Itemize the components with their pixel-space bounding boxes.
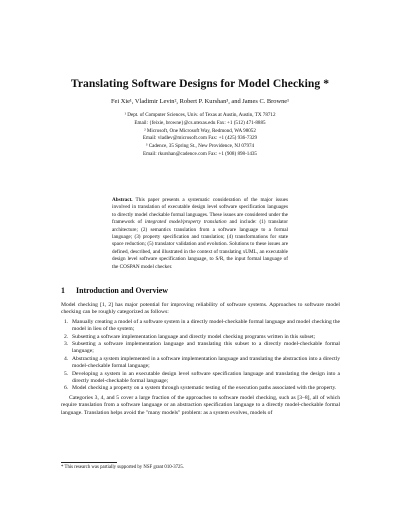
intro-paragraph: Model checking [1, 2] has major potential for improving reliability of software systems. Approaches to software model checking can be roughly categorized as follows: [61,302,340,316]
list-item [61,385,340,392]
list-item [61,334,340,341]
list-item-text: Manually creating a model of a software system in a directly model-checkable formal language and model checking the model in lieu of the system; [72,318,340,333]
approach-list [61,319,340,393]
footnote-rule [61,462,117,463]
list-item [61,371,340,386]
abstract-emphasis: integrated model/property translation [144,219,227,226]
list-number: 4. [64,355,69,362]
list-number: 5. [64,370,69,377]
list-item-text: Subsetting a software implementation language and directly model checking programs written in this subset; [72,333,316,340]
section-heading [61,286,168,295]
list-item [61,319,340,334]
list-item-text: Abstracting a system implemented in a software implementation language and translating the abstraction into a directly model-checkable formal language; [72,355,340,370]
affiliations [0,112,400,159]
author-list: Fei Xie¹, Vladimir Levin², Robert P. Kurshan³, and James C. Browne¹ [110,98,290,105]
abstract-text: and include: (1) translator architecture; (2) semantics translation from a software language to a formal language; (3) property specification and translation; (4) transformations for state space reduction; (5) translator validation and evolution. Solutions to these issues are defined, described, and illustrated in the context of translating xUML, an executable design level software specification language, to S/R, the input formal language of the COSPAN model checker. [112,219,288,270]
list-item-text: Subsetting a software implementation language and translating this subset to a directly model-checkable formal language; [72,341,340,355]
affiliation-line: Email: vladlev@microsoft.com Fax: +1 (425) 936-7329 [142,135,258,142]
list-number: 1. [64,318,69,325]
list-item [61,341,340,356]
abstract-text: This paper presents a systematic consideration of the major issues involved in translation of executable design level software specification languages to directly model checkable formal languages. These issues are considered under the framework of [112,197,288,226]
abstract [112,197,288,271]
abstract-label: Abstract. [112,197,133,203]
list-number: 3. [64,341,69,348]
footnote: * This research was partially supported by NSF grant 010-3725. [61,465,185,470]
section-title: Introduction and Overview [76,286,168,295]
list-item [61,356,340,371]
section-number: 1 [61,286,65,295]
list-item-text: Model checking a property on a system through systematic testing of the execution paths associated with the property. [72,385,337,392]
affiliation-line: Email: rkurshan@cadence.com Fax: +1 (908) 898-1435 [143,150,257,157]
list-number: 2. [64,333,69,340]
affiliation-line: Email: {feixie, browne}@cs.utexas.edu Fax: +1 (512) 471-8885 [134,119,266,126]
affiliation-line: ² Microsoft, One Microsoft Way, Redmond, WA 98052 [144,127,256,134]
section-body [61,302,340,417]
list-item-text: Developing a system in an executable design level software specification language and translating the design into a directly model-checkable formal language; [72,370,340,385]
affiliation-line: ³ Cadence, 35 Spring St., New Providence, NJ 07974 [145,143,255,149]
paper-title: Translating Software Designs for Model Checking * [70,77,330,90]
affiliation-line: ¹ Dept. of Computer Sciences, Univ. of Texas at Austin, Austin, TX 78712 [124,112,276,118]
closing-paragraph: Categories 3, 4, and 5 cover a large fraction of the approaches to software model checking, such as [3–8], all of which require translation from a software language or an abstraction specification language to a directly model-checkable formal language. Translation helps avoid the "many models" problem: as a system evolves, models of [61,394,340,416]
list-number: 6. [64,385,69,392]
